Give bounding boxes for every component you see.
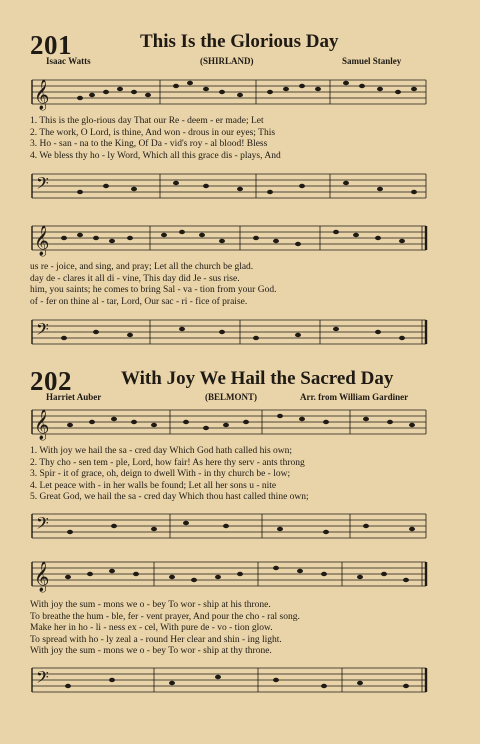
verse-line: 3. Spir - it of grace, oh, deign to dwell With - in thy church be - low; — [30, 469, 291, 479]
music-staff — [30, 506, 430, 548]
verse-line: of - fer on thine al - tar, Lord, Our sac - ri - fice of praise. — [30, 296, 248, 307]
music-staff — [30, 164, 430, 208]
verse-line: With joy the sum - mons we o - bey To wor - ship at his throne. — [30, 600, 271, 610]
verse-line: 5. Great God, we hail the sa - cred day Which thou hast called thine own; — [30, 492, 309, 502]
music-staff — [30, 660, 430, 702]
verse-line: With joy the sum - mons we o - bey To wor - ship at thy throne. — [30, 646, 272, 656]
verse-line: 3. Ho - san - na to the King, Of Da - vid's roy - al blood! Bless — [30, 139, 268, 149]
svg-text:𝄞: 𝄞 — [34, 80, 50, 109]
bass-staff-notation — [30, 506, 430, 548]
verse-line: 2. Thy cho - sen tem - ple, Lord, how fair! As here thy serv - ants throng — [30, 457, 305, 468]
svg-text:𝄢: 𝄢 — [36, 669, 49, 691]
music-credit: Arr. from William Gardiner — [300, 392, 409, 402]
treble-staff-notation — [30, 552, 430, 598]
bass-staff-notation — [30, 310, 430, 354]
verse-line: us re - joice, and sing, and pray; Let all the church be glad. — [30, 262, 254, 272]
music-credit: Samuel Stanley — [342, 56, 402, 66]
verse-block — [30, 116, 430, 162]
tune-name: (BELMONT) — [205, 392, 258, 402]
music-staff — [30, 212, 430, 262]
verse-line: 1. This is the glo-rious day That our Re - deem - er made; Let — [30, 116, 264, 126]
verse-block — [30, 446, 430, 504]
bass-staff-notation — [30, 164, 430, 208]
verse-line: 1. With joy we hail the sa - cred day Which God hath called his own; — [30, 446, 293, 456]
tune-name: (SHIRLAND) — [200, 56, 254, 66]
treble-staff-notation — [30, 400, 430, 446]
verse-block — [30, 262, 430, 308]
verse-line: To breathe the hum - ble, fer - vent prayer, And pour the cho - ral song. — [30, 611, 300, 622]
music-staff — [30, 552, 430, 598]
svg-text:𝄢: 𝄢 — [36, 175, 49, 197]
verse-line: day de - clares it all di - vine, This day did Je - sus rise. — [30, 273, 240, 284]
verse-line: 2. The work, O Lord, is thine, And won - drous in our eyes; This — [30, 127, 276, 138]
verse-line: 4. We bless thy ho - ly Word, Which all this grace dis - plays, And — [30, 150, 281, 161]
words-credit: Harriet Auber — [46, 392, 102, 402]
hymn-title: This Is the Glorious Day — [140, 31, 339, 52]
svg-text:𝄞: 𝄞 — [34, 562, 50, 591]
words-credit: Isaac Watts — [46, 56, 91, 66]
verse-line: him, you saints; he comes to bring Sal - va - tion from your God. — [30, 285, 277, 295]
svg-text:𝄞: 𝄞 — [34, 410, 50, 439]
hymn-number: 202 — [30, 366, 72, 396]
svg-text:𝄢: 𝄢 — [36, 321, 49, 343]
hymn-number: 201 — [30, 30, 72, 60]
verse-line: 4. Let peace with - in her walls be found; Let all her sons u - nite — [30, 480, 277, 491]
treble-staff-notation — [30, 66, 430, 116]
verse-line: Make her in ho - li - ness ex - cel, With pure de - vo - tion glow. — [30, 623, 273, 633]
svg-text:𝄢: 𝄢 — [36, 515, 49, 537]
svg-text:𝄞: 𝄞 — [34, 226, 50, 255]
verse-block — [30, 600, 430, 658]
verse-line: To spread with ho - ly zeal a - round Her clear and shin - ing light. — [30, 634, 282, 645]
music-staff — [30, 400, 430, 446]
treble-staff-notation — [30, 212, 430, 262]
bass-staff-notation — [30, 660, 430, 702]
music-staff — [30, 310, 430, 354]
hymn-title: With Joy We Hail the Sacred Day — [121, 368, 394, 389]
music-staff — [30, 66, 430, 116]
